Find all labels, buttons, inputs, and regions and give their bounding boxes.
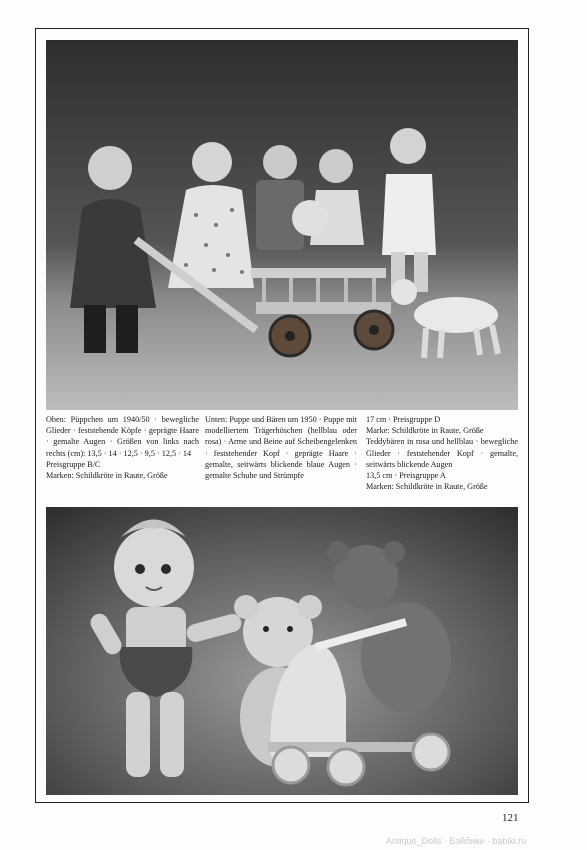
caption-mark: Marke: Schildkröte in Raute, Größe [366,426,484,436]
caption-teddy-description: Teddybären in rosa und hellblau · bewegliche Glieder · feststehender Kopf · gemalte, seitwärts blickende Augen [366,437,518,469]
caption-top-description: Oben: Püppchen um 1940/50 · bewegliche Glieder · feststehende Köpfe · geprägte Haare · gemalte Augen · Größen von links nach rechts (cm): 13,5 · 14 · 12,5 · 9,5 · 12,5 · 14 [46,415,199,458]
caption-teddy-marks: Marken: Schildkröte in Raute, Größe [366,482,488,492]
caption-price-group: Preisgruppe B/C [46,459,101,469]
caption-teddy-price: 13,5 cm · Preisgruppe A [366,471,446,481]
caption-block [46,414,518,504]
caption-bottom-description: Unten: Puppe und Bären um 1950 · Puppe mit modelliertem Trägerhöschen (hellblau oder rosa) · Arme und Beine auf Scheibengelenken · feststehender Kopf · geprägte Haare · gemalte, seitwärts blickende blaue Augen · gemalte Schuhe und Strümpfe [205,415,357,481]
watermark: Antique_Dolls · Бэйбики · babiki.ru [386,836,527,846]
caption-marks: Marken: Schildkröte in Raute, Größe [46,471,168,481]
caption-column-1 [46,414,199,481]
caption-column-3 [366,414,518,492]
bottom-photo [46,507,518,795]
caption-column-2 [205,414,357,481]
top-photo [46,40,518,410]
caption-size-price: 17 cm · Preisgruppe D [366,415,441,424]
page-number: 121 [502,812,519,824]
